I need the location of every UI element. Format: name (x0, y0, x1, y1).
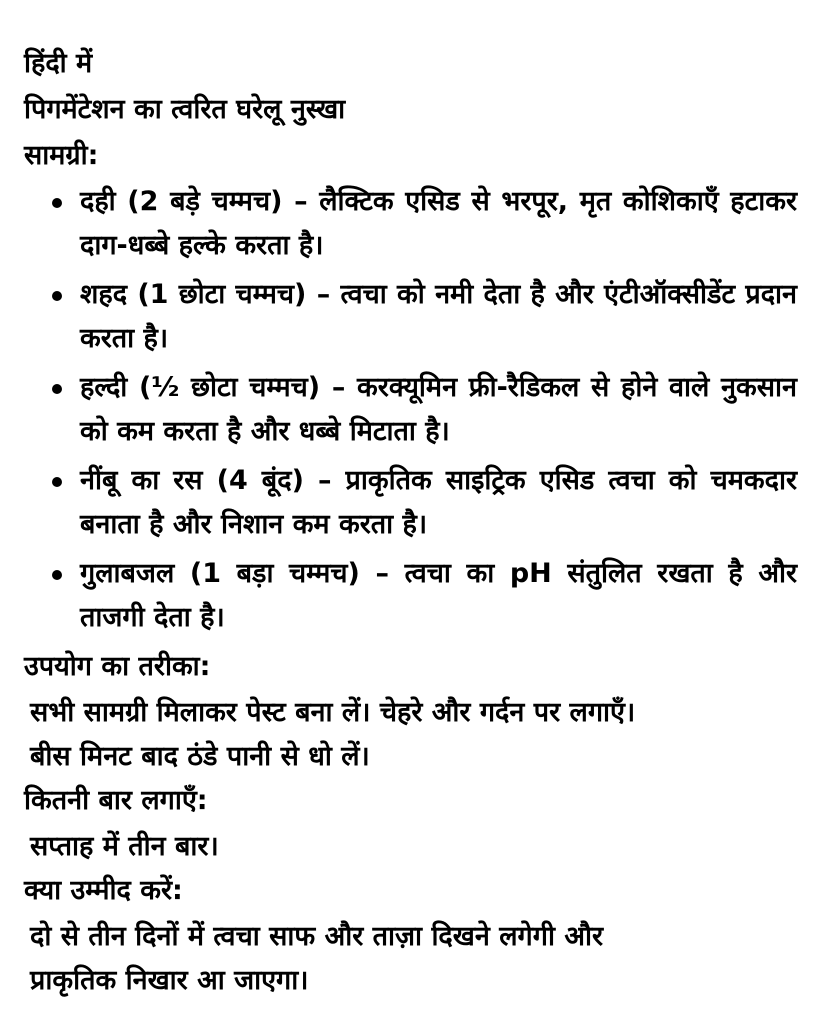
expectation-text (24, 915, 797, 1003)
bullet-icon (52, 384, 62, 394)
usage-line: सभी सामग्री मिलाकर पेस्ट बना लें। चेहरे और गर्दन पर लगाएँ। (30, 697, 636, 728)
ingredient-name: गुलाबजल (1 बड़ा चम्मच) (80, 558, 360, 589)
bullet-icon (52, 291, 62, 301)
page-title: हिंदी में (24, 48, 93, 79)
ingredient-description: – त्वचा को नमी देता है और एंटीऑक्सीडेंट प्रदान करता है। (80, 279, 798, 354)
frequency-text (24, 825, 797, 869)
ingredient-description: – त्वचा का pH संतुलित रखता है और ताजगी देता है। (80, 558, 797, 633)
usage-line: बीस मिनट बाद ठंडे पानी से धो लें। (30, 741, 370, 772)
ingredient-item (24, 180, 797, 268)
ingredient-description: – करक्यूमिन फ्री-रैडिकल से होने वाले नुकसान को कम करता है और धब्बे मिटाता है। (80, 372, 797, 447)
frequency-line: सप्ताह में तीन बार। (30, 831, 219, 862)
usage-text (24, 691, 797, 779)
ingredient-item (24, 366, 797, 454)
ingredient-name: नींबू का रस (4 बूंद) (80, 465, 304, 496)
ingredient-description: – लैक्टिक एसिड से भरपूर, मृत कोशिकाएँ हटाकर दाग-धब्बे हल्के करता है। (80, 186, 797, 261)
ingredient-name: हल्दी (½ छोटा चम्मच) (80, 372, 321, 403)
bullet-icon (52, 198, 62, 208)
bullet-icon (52, 570, 62, 580)
ingredients-heading: सामग्री: (24, 140, 99, 171)
ingredient-name: शहद (1 छोटा चम्मच) (80, 279, 307, 310)
ingredient-item (24, 459, 797, 547)
ingredient-description: – प्राकृतिक साइट्रिक एसिड त्वचा को चमकदार बनाता है और निशान कम करता है। (80, 465, 797, 540)
ingredient-item (24, 552, 797, 640)
recipe-title: पिगमेंटेशन का त्वरित घरेलू नुस्खा (24, 94, 346, 125)
ingredient-name: दही (2 बड़े चम्मच) (80, 186, 283, 217)
expectation-heading: क्या उम्मीद करें: (24, 875, 183, 906)
frequency-heading: कितनी बार लगाएँ: (24, 785, 208, 816)
ingredient-item (24, 273, 797, 361)
expectation-line: प्राकृतिक निखार आ जाएगा। (30, 965, 309, 996)
bullet-icon (52, 477, 62, 487)
usage-heading: उपयोग का तरीका: (24, 651, 211, 682)
expectation-line: दो से तीन दिनों में त्वचा साफ और ताज़ा दिखने लगेगी और (30, 921, 604, 952)
ingredients-list (24, 180, 797, 640)
